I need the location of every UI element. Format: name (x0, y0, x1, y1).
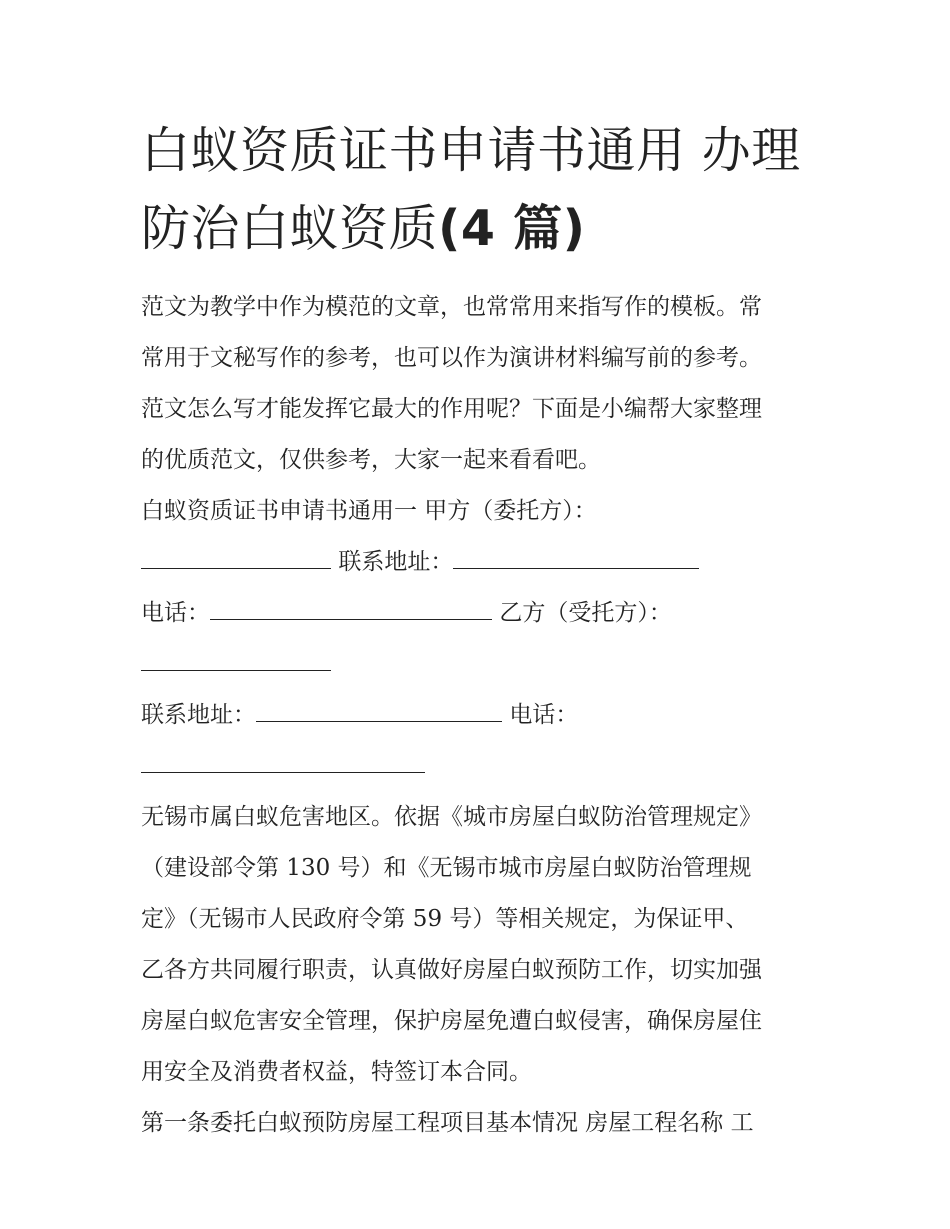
intro-line: 范文为教学中作为模范的文章，也常常用来指写作的模板。常 (141, 294, 762, 320)
body-line: （建设部令第 130 号）和《无锡市城市房屋白蚁防治管理规 (141, 855, 752, 881)
body-line: 房屋白蚁危害安全管理，保护房屋免遭白蚁侵害，确保房屋住 (141, 1008, 762, 1034)
contact-address-label-2: 联系地址： (141, 702, 256, 728)
phone-label-2: 电话： (509, 702, 579, 728)
body-line: 无锡市属白蚁危害地区。依据《城市房屋白蚁防治管理规定》 (141, 804, 762, 830)
title-line-2: 防治白蚁资质 (141, 200, 439, 257)
form-row-party-a (141, 537, 813, 588)
phone-label: 电话： (141, 600, 210, 626)
party-b-label: 乙方（受托方）： (499, 600, 672, 626)
form-row-party-b-name (141, 639, 813, 690)
form-row-party-b-address (141, 690, 813, 741)
body-paragraph (141, 792, 813, 1098)
party-b-address-blank[interactable] (256, 699, 502, 722)
document-title (141, 112, 813, 268)
article-1-line: 第一条委托白蚁预防房屋工程项目基本情况 房屋工程名称 工 (141, 1110, 754, 1136)
intro-line: 的优质范文，仅供参考，大家一起来看看吧。 (141, 447, 601, 473)
contract-form-header (141, 486, 813, 792)
body-line: 乙各方共同履行职责，认真做好房屋白蚁预防工作，切实加强 (141, 957, 762, 983)
party-b-phone-blank[interactable] (141, 750, 425, 773)
contact-address-label: 联系地址： (338, 549, 454, 575)
form-row-party-b-phone (141, 741, 813, 792)
party-a-address-blank[interactable] (453, 546, 699, 569)
title-line-1: 白蚁资质证书申请书通用 办理 (141, 122, 801, 179)
intro-line: 常用于文秘写作的参考，也可以作为演讲材料编写前的参考。 (141, 345, 762, 371)
party-b-name-blank[interactable] (141, 648, 331, 671)
body-line: 定》（无锡市人民政府令第 59 号）等相关规定，为保证甲、 (141, 906, 749, 932)
form-row-phone-party-b (141, 588, 813, 639)
intro-line: 范文怎么写才能发挥它最大的作用呢？下面是小编帮大家整理 (141, 396, 762, 422)
document-page (141, 112, 813, 1149)
title-count: (4 篇) (438, 200, 586, 257)
party-a-phone-blank[interactable] (210, 597, 492, 620)
intro-paragraph (141, 282, 813, 486)
article-1 (141, 1098, 813, 1149)
body-line: 用安全及消费者权益，特签订本合同。 (141, 1059, 532, 1085)
party-a-name-blank[interactable] (141, 546, 331, 569)
form-heading: 白蚁资质证书申请书通用一 甲方（委托方）： (141, 498, 597, 524)
